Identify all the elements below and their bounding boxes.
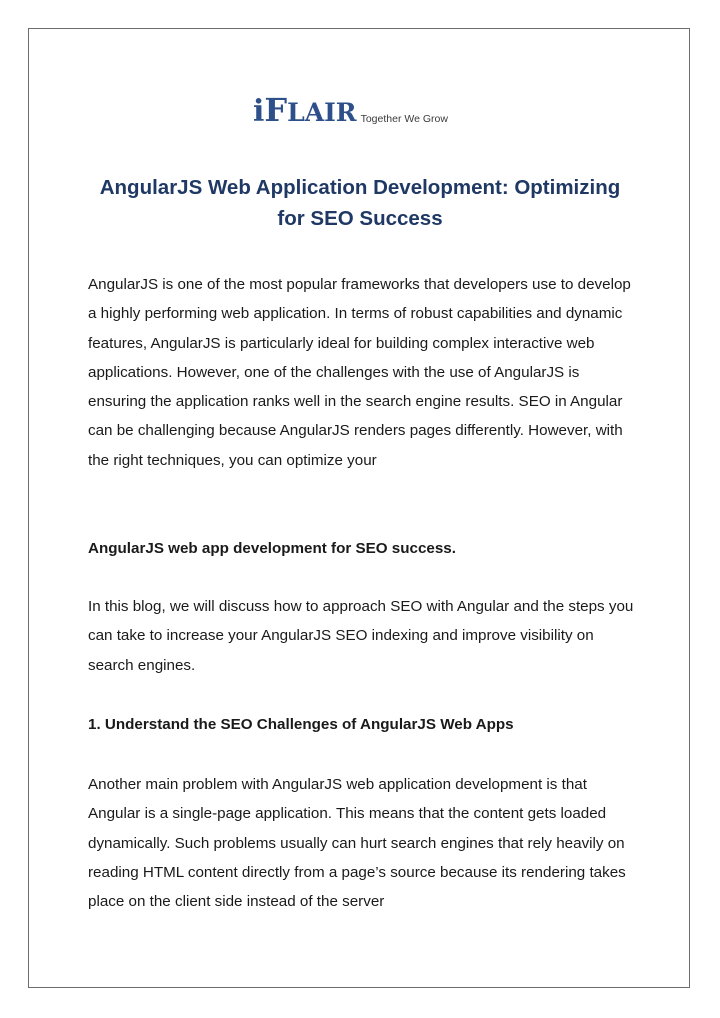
- logo-mark-f: F: [264, 91, 288, 129]
- document-title: AngularJS Web Application Development: Optimizing for SEO Success: [99, 176, 621, 230]
- section-heading-1: 1. Understand the SEO Challenges of AngularJS Web Apps: [88, 716, 514, 733]
- intro-paragraph: AngularJS is one of the most popular frameworks that developers use to develop a highly performing web application. In terms of robust capabilities and dynamic features, AngularJS is particularly ideal for building complex interactive web applications. However, one of the challenges with the use of AngularJS is ensuring the application ranks well in the search engine results. SEO in Angular can be challenging because AngularJS renders pages differently. However, with the right techniques, you can optimize your: [88, 276, 631, 469]
- logo-wordmark: [253, 91, 357, 129]
- logo-mark-i: i: [253, 94, 265, 129]
- logo-mark-lair: LAIR: [287, 98, 357, 127]
- logo-tagline: Together We Grow: [360, 113, 448, 125]
- company-logo: [253, 88, 448, 128]
- blog-intro-paragraph: In this blog, we will discuss how to approach SEO with Angular and the steps you can take to increase your AngularJS SEO indexing and improve visibility on search engines.: [88, 598, 634, 674]
- bold-statement: AngularJS web app development for SEO success.: [88, 540, 456, 557]
- section-1-paragraph: Another main problem with AngularJS web application development is that Angular is a single-page application. This means that the content gets loaded dynamically. Such problems usually can hurt search engines that rely heavily on reading HTML content directly from a page’s source because its rendering takes place on the client side instead of the server: [88, 776, 626, 911]
